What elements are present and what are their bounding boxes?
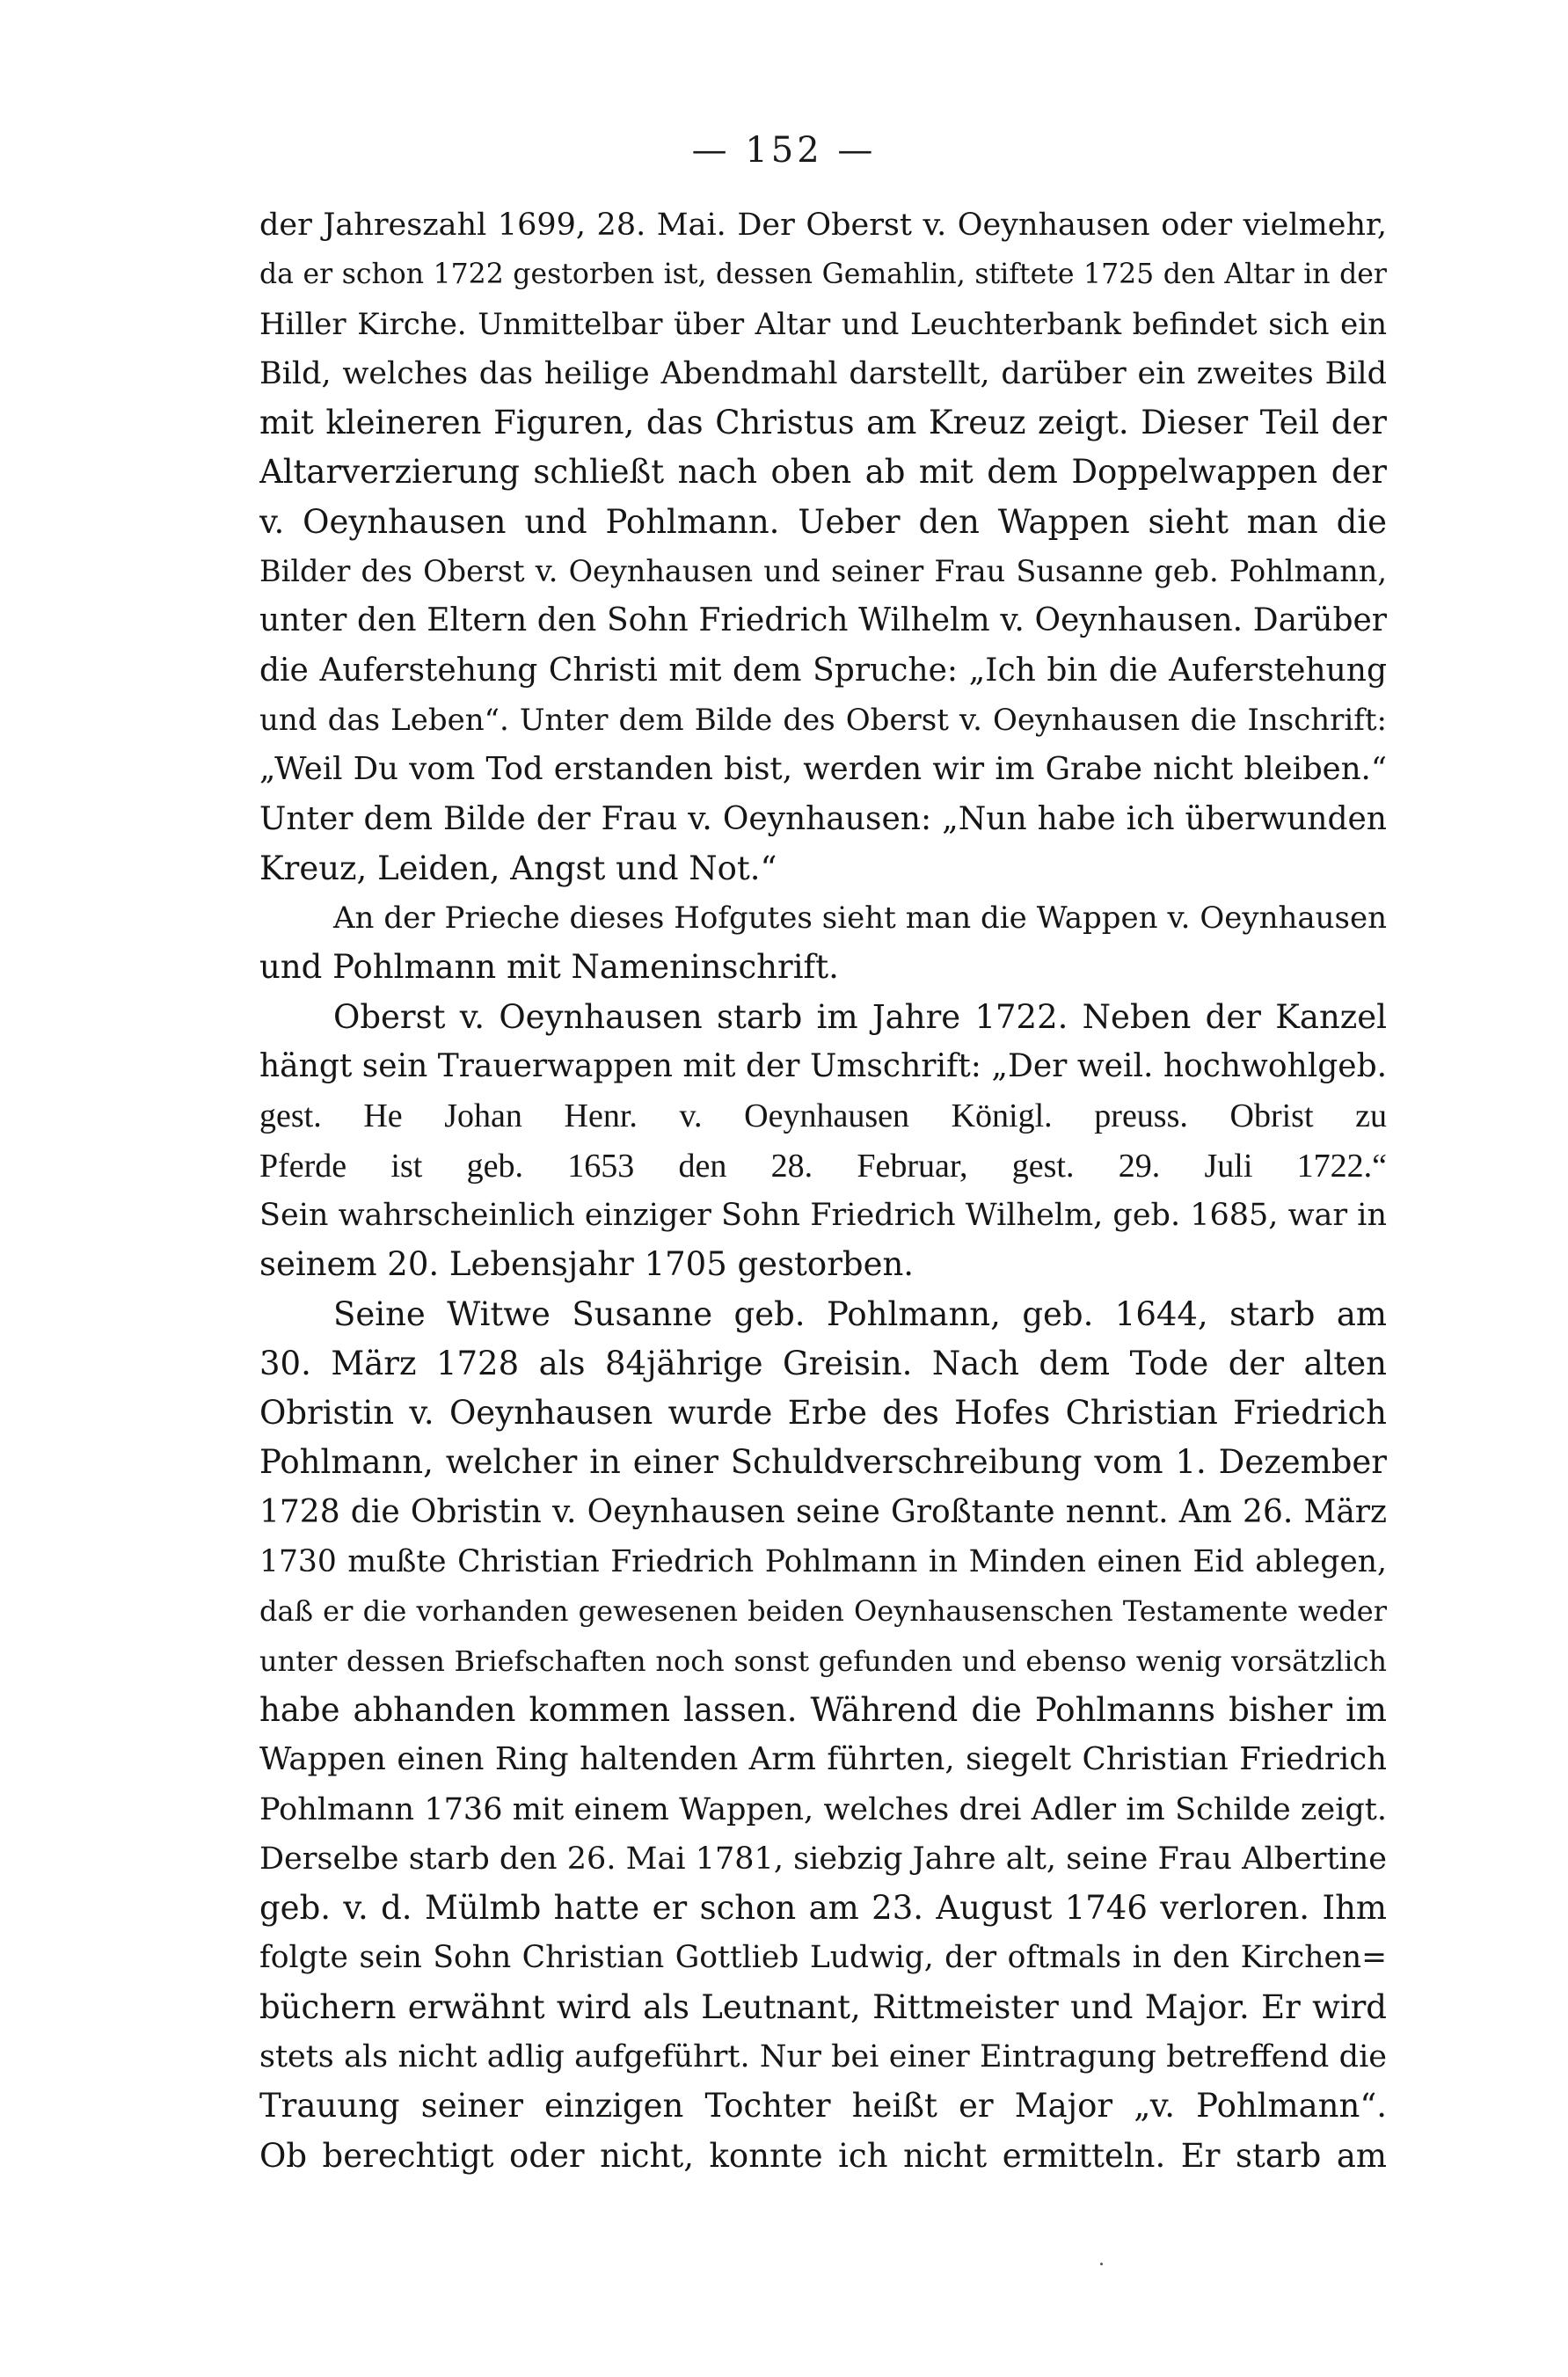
text-line: Bild, welches das heilige Abendmahl darstellt, darüber ein zweites Bild bbox=[259, 355, 1387, 391]
text-line: Bilder des Oberst v. Oeynhausen und seiner Frau Susanne geb. Pohlmann, bbox=[259, 554, 1387, 589]
text-line: Sein wahrscheinlich einziger Sohn Friedrich Wilhelm, geb. 1685, war in bbox=[259, 1197, 1387, 1233]
text-line: der Jahreszahl 1699, 28. Mai. Der Oberst v. Oeynhausen oder vielmehr, bbox=[259, 208, 1387, 243]
text-line: seinem 20. Lebensjahr 1705 gestorben. bbox=[259, 1245, 915, 1284]
text-line: Altarverzierung schließt nach oben ab mit dem Doppelwappen der bbox=[259, 453, 1387, 492]
text-line: unter dessen Briefschaften noch sonst gefunden und ebenso wenig vorsätzlich bbox=[259, 1644, 1387, 1678]
text-line: Hiller Kirche. Unmittelbar über Altar und Leuchterbank befindet sich ein bbox=[259, 306, 1387, 342]
text-line: stets als nicht adlig aufgeführt. Nur bei einer Eintragung betreffend die bbox=[259, 2038, 1387, 2074]
text-line: Pohlmann 1736 mit einem Wappen, welches drei Adler im Schilde zeigt. bbox=[259, 1791, 1387, 1827]
text-line: gest. He Johan Henr. v. Oeynhausen Königl. preuss. Obrist zu bbox=[259, 1097, 1387, 1135]
text-line: büchern erwähnt wird als Leutnant, Rittmeister und Major. Er wird bbox=[259, 1987, 1387, 2026]
text-line: folgte sein Sohn Christian Gottlieb Ludwig, der oftmals in den Kirchen= bbox=[259, 1940, 1387, 1976]
text-line: geb. v. d. Mülmb hatte er schon am 23. August 1746 verloren. Ihm bbox=[259, 1889, 1387, 1928]
text-line: und Pohlmann mit Nameninschrift. bbox=[259, 948, 839, 987]
text-line: hängt sein Trauerwappen mit der Umschrift: „Der weil. hochwohlgeb. bbox=[259, 1048, 1387, 1085]
text-line: die Auferstehung Christi mit dem Spruche: „Ich bin die Auferstehung bbox=[259, 652, 1387, 689]
text-line: Derselbe starb den 26. Mai 1781, siebzig Jahre alt, seine Frau Albertine bbox=[259, 1841, 1387, 1877]
text-line: „Weil Du vom Tod erstanden bist, werden wir im Grabe nicht bleiben.“ bbox=[259, 751, 1387, 788]
paper-speck bbox=[1100, 2263, 1103, 2265]
text-line: und das Leben“. Unter dem Bilde des Oberst v. Oeynhausen die Inschrift: bbox=[259, 702, 1387, 738]
text-line: 1728 die Obristin v. Oeynhausen seine Großtante nennt. Am 26. März bbox=[259, 1493, 1387, 1530]
text-line: Seine Witwe Susanne geb. Pohlmann, geb. 1644, starb am bbox=[333, 1294, 1387, 1333]
body-text bbox=[259, 201, 1387, 2181]
text-line: 30. März 1728 als 84jährige Greisin. Nach dem Tode der alten bbox=[259, 1344, 1387, 1382]
text-line: Obristin v. Oeynhausen wurde Erbe des Hofes Christian Friedrich bbox=[259, 1394, 1387, 1433]
text-line: mit kleineren Figuren, das Christus am Kreuz zeigt. Dieser Teil der bbox=[259, 404, 1387, 442]
text-line: Kreuz, Leiden, Angst und Not.“ bbox=[259, 849, 777, 887]
text-line: da er schon 1722 gestorben ist, dessen Gemahlin, stiftete 1725 den Altar in der bbox=[259, 259, 1387, 291]
text-line: Pferde ist geb. 1653 den 28. Februar, gest. 29. Juli 1722.“ bbox=[259, 1147, 1387, 1185]
text-line: v. Oeynhausen und Pohlmann. Ueber den Wappen sieht man die bbox=[259, 502, 1387, 541]
text-line: unter den Eltern den Sohn Friedrich Wilhelm v. Oeynhausen. Darüber bbox=[259, 602, 1387, 639]
text-line: habe abhanden kommen lassen. Während die Pohlmanns bisher im bbox=[259, 1690, 1387, 1729]
text-line: Wappen einen Ring haltenden Arm führten, siegelt Christian Friedrich bbox=[259, 1741, 1387, 1778]
text-line: Unter dem Bilde der Frau v. Oeynhausen: „Nun habe ich überwunden bbox=[259, 800, 1387, 837]
text-line: An der Prieche dieses Hofgutes sieht man die Wappen v. Oeynhausen bbox=[333, 900, 1387, 937]
text-line: Ob berechtigt oder nicht, konnte ich nicht ermitteln. Er starb am bbox=[259, 2136, 1387, 2175]
text-line: Pohlmann, welcher in einer Schuldverschreibung vom 1. Dezember bbox=[259, 1443, 1387, 1482]
text-line: daß er die vorhanden gewesenen beiden Oeynhausenschen Testamente weder bbox=[259, 1594, 1387, 1629]
text-line: 1730 mußte Christian Friedrich Pohlmann in Minden einen Eid ablegen, bbox=[259, 1544, 1387, 1580]
page-number: — 152 — bbox=[691, 130, 877, 171]
text-line: Oberst v. Oeynhausen starb im Jahre 1722. Neben der Kanzel bbox=[333, 997, 1387, 1036]
text-line: Trauung seiner einzigen Tochter heißt er Major „v. Pohlmann“. bbox=[259, 2087, 1387, 2125]
